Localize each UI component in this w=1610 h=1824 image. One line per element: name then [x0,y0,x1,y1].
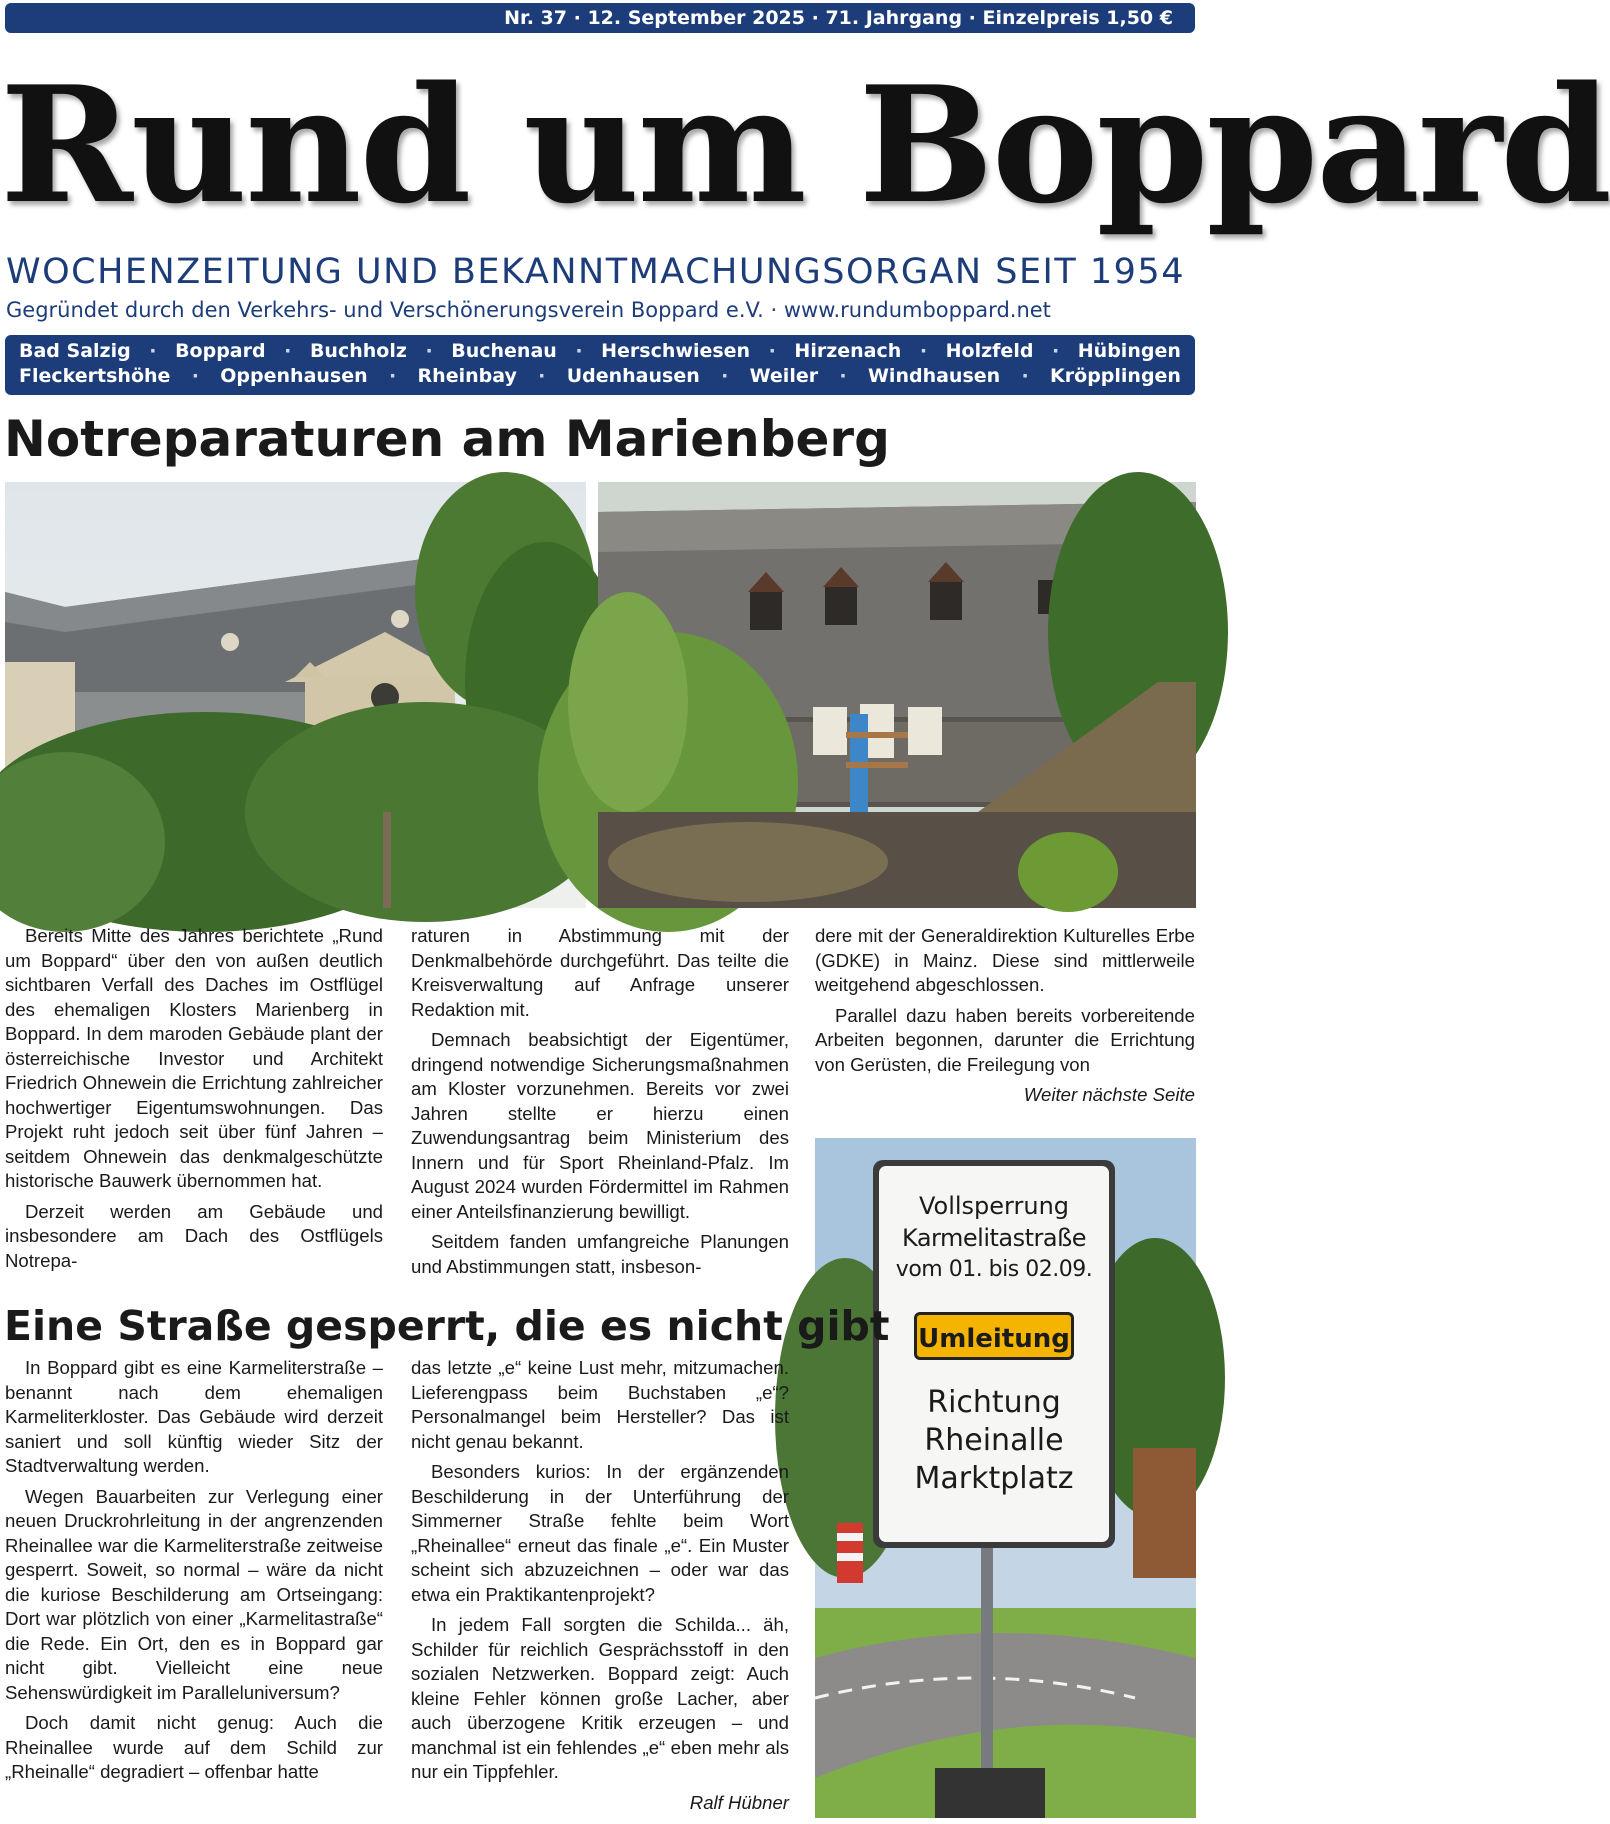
monastery-photo-right-image [598,482,1196,908]
place-separator: · [721,365,729,387]
road-sign-photo [815,1138,1196,1818]
masthead-title: Rund um Boppard [0,51,1610,239]
place-item: Windhausen [867,365,1001,387]
article1-headline: Notreparaturen am Marienberg [4,410,890,468]
sign-line-dates: vom 01. bis 02.09. [895,1257,1093,1282]
issue-info: Nr. 37 · 12. September 2025 · 71. Jahrgang · Einzelpreis 1,50 € [504,7,1173,29]
article1-paragraph: Parallel dazu haben bereits vorbereitende Arbeiten begonnen, darunter die Errichtung von Gerüsten, die Freilegung von [815,1004,1195,1075]
place-item: Buchenau [451,340,557,362]
place-item: Kröpplingen [1050,365,1181,387]
article1-column-3 [815,924,1195,1108]
article1-paragraph: dere mit der Generaldirektion Kulturelles Erbe (GDKE) in Mainz. Diese sind mittlerweile weitgehend abgeschlossen. [815,925,1195,995]
article2-column-1 [5,1356,383,1791]
sign-direction-1: Richtung [927,1385,1061,1420]
sign-detour-label: Umleitung [914,1312,1074,1360]
place-item: Buchholz [309,340,407,362]
sign-line-closure: Vollsperrung [918,1192,1070,1220]
monastery-photo-left [5,482,586,908]
monastery-photo-right [598,482,1196,908]
road-sign-panel [879,1166,1109,1542]
place-separator: · [839,365,847,387]
founded-line: Gegründet durch den Verkehrs- und Verschönerungsverein Boppard e.V. · www.rundumboppard.net [6,298,1051,322]
place-item: Herschwiesen [601,340,751,362]
place-item: Weiler [749,365,819,387]
place-item: Boppard [175,340,266,362]
place-item: Rheinbay [417,365,517,387]
sign-line-street: Karmelitastraße [902,1224,1086,1252]
place-separator: · [284,340,292,362]
place-separator: · [425,340,433,362]
place-item: Hübingen [1077,340,1181,362]
article2-headline: Eine Straße gesperrt, die es nicht gibt [4,1302,890,1350]
places-row-1 [19,339,1181,364]
place-separator: · [388,365,397,387]
article2-paragraph: In jedem Fall sorgten die Schilda... äh, Schilder für reichlich Gesprächsstoff in den sozialen Netzwerken. Boppard zeigt: Auch kleine Fehler können große Lacher, aber auch überzogene Kritik erzeugen – und manchmal ist ein fehlendes „e“ eben mehr als nur ein Tippfehler. [411,1614,789,1782]
article1-paragraph: Bereits Mitte des Jahres berichtete „Rund um Boppard“ über den von außen deutlich sichtbaren Verfall des Daches im Ostflügel des ehemaligen Klosters Marienberg in Boppard. In dem maroden Gebäude plant der österreichische Investor und Architekt Friedrich Ohnewein die Errichtung zahlreicher hochwertiger Eigentumswohnungen. Das Projekt ruht jedoch seit über fünf Jahren – seitdem Ohnewein das denkmalgeschützte historische Bauwerk übernommen hat. [5,925,383,1191]
place-separator: · [538,365,546,387]
continued-note: Weiter nächste Seite [1023,1084,1195,1105]
place-separator: · [191,365,199,387]
place-item: Fleckertshöhe [19,365,171,387]
article1-column-1 [5,924,383,1279]
place-item: Udenhausen [566,365,700,387]
place-item: Holzfeld [945,340,1034,362]
article1-column-2 [411,924,789,1285]
article1-paragraph: raturen in Abstimmung mit der Denkmalbehörde durchgeführt. Das teilte die Kreisverwaltung auf Anfrage unserer Redaktion mit. [411,925,789,1020]
sign-direction-3: Marktplatz [914,1461,1074,1496]
place-separator: · [919,340,928,362]
places-row-2 [19,364,1181,389]
article2-paragraph: das letzte „e“ keine Lust mehr, mitzumachen. Lieferengpass beim Buchstaben „e“? Personalmangel beim Hersteller? Das ist nicht genau bekannt. [411,1357,789,1452]
article2-paragraph: Besonders kurios: In der ergänzenden Beschilderung in der Unterführung der Simmerner Straße fehlte beim Wort „Rheinallee“ erneut das finale „e“. Ein Muster scheint sich abzuzeichnen – oder war das etwa ein Praktikantenprojekt? [411,1461,789,1605]
place-item: Bad Salzig [19,340,131,362]
monastery-photo-left-image [5,482,586,908]
place-separator: · [575,340,583,362]
issue-bar [5,3,1195,33]
article2-paragraph: Wegen Bauarbeiten zur Verlegung einer neuen Druckrohrleitung in der angrenzenden Rheinallee war die Karmeliterstraße zeitweise gesperrt. Soweit, so normal – wäre da nicht die kuriose Beschilderung am Ortseingang: Dort war plötzlich von einer „Karmelitastraße“ die Rede. Ein Ort, den es in Boppard gar nicht gibt. Vielleicht eine neue Sehenswürdigkeit im Paralleluniversum? [5,1485,383,1703]
place-separator: · [149,340,157,362]
article1-paragraph: Demnach beabsichtigt der Eigentümer, dringend notwendige Sicherungsmaßnahmen am Kloster vorzunehmen. Bereits vor zwei Jahren stellte er hierzu einen Zuwendungsantrag beim Ministerium des Innern und für Sport Rheinland-Pfalz. Im August 2024 wurden Fördermittel im Rahmen einer Anteilsfinanzierung bewilligt. [411,1029,789,1222]
article1-paragraph: Seitdem fanden umfangreiche Planungen und Abstimmungen statt, insbeson- [411,1231,789,1277]
place-separator: · [768,340,776,362]
place-item: Hirzenach [794,340,902,362]
road-sign-frame [873,1160,1115,1548]
article1-paragraph: Derzeit werden am Gebäude und insbesondere am Dach des Ostflügels Notrepa- [5,1200,383,1271]
sign-direction-2: Rheinalle [924,1423,1064,1458]
place-separator: · [1021,365,1029,387]
author-name: Ralf Hübner [689,1791,789,1813]
place-item: Oppenhausen [220,365,368,387]
article2-paragraph: Doch damit nicht genug: Auch die Rheinallee wurde auf dem Schild zur „Rheinalle“ degradiert – offenbar hatte [5,1712,383,1782]
newspaper-subtitle: WOCHENZEITUNG UND BEKANNTMACHUNGSORGAN SEIT 1954 [6,252,1185,292]
places-bar [5,335,1195,395]
article2-paragraph: In Boppard gibt es eine Karmeliterstraße – benannt nach dem ehemaligen Karmeliterkloster. Das Gebäude wird derzeit saniert und soll künftig wieder Sitz der Stadtverwaltung werden. [5,1357,383,1476]
article2-column-2 [411,1356,789,1815]
place-separator: · [1052,340,1060,362]
